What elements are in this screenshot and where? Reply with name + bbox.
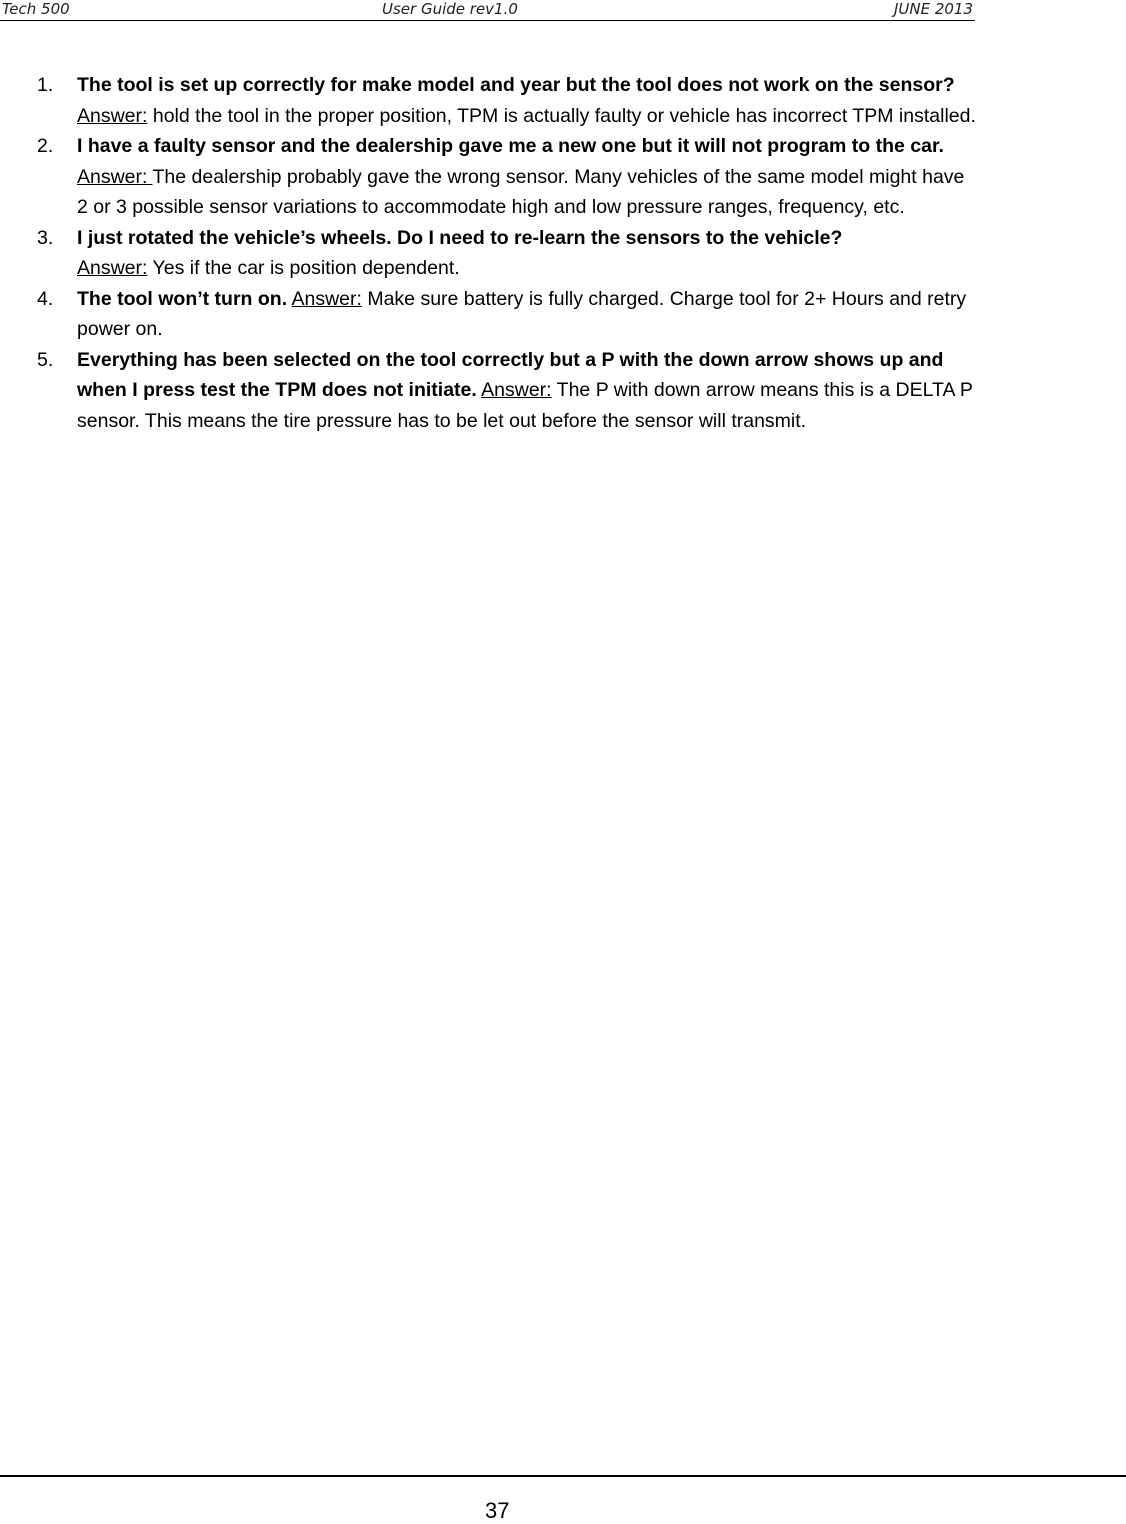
faq-answer: Yes if the car is position dependent.: [147, 257, 460, 279]
faq-item-text: [77, 70, 977, 131]
faq-item-number: 3.: [37, 226, 54, 249]
faq-item-text: [77, 345, 977, 437]
faq-item: [0, 70, 1000, 131]
answer-label: Answer:: [77, 104, 148, 127]
page-number: 37: [485, 1498, 510, 1523]
faq-question: The tool won’t turn on.: [77, 287, 288, 310]
faq-answer: hold the tool in the proper position, TPM is actually faulty or vehicle has incorrect TPM installed.: [147, 104, 976, 127]
faq-item: [0, 131, 1000, 223]
faq-item-number: 1.: [37, 74, 54, 96]
faq-item: [0, 345, 1000, 437]
faq-question: I just rotated the vehicle’s wheels. Do I need to re-learn the sensors to the vehicle?: [77, 226, 843, 249]
faq-item-number: 2.: [37, 135, 54, 157]
faq-list: [0, 70, 1000, 436]
faq-item: [0, 223, 1000, 284]
answer-label: Answer:: [77, 257, 148, 279]
faq-question: I have a faulty sensor and the dealership gave me a new one but it will not program to the car.: [77, 135, 944, 157]
faq-answer: The dealership probably gave the wrong sensor. Many vehicles of the same model might have 2 or 3 possible sensor variations to accommodate high and low pressure ranges, frequency, etc.: [77, 165, 965, 218]
faq-question: Everything has been selected on the tool correctly but a P with the down arrow shows up and when I press test the TPM does not initiate.: [77, 348, 944, 401]
page-header: [0, 0, 975, 21]
faq-answer: Make sure battery is fully charged. Charge tool for 2+ Hours and retry power on.: [77, 287, 967, 340]
faq-item-text: [77, 284, 977, 345]
footer-divider: [0, 1475, 1126, 1477]
header-product-name: Tech 500: [2, 0, 70, 18]
faq-item-number: 5.: [37, 348, 54, 371]
faq-item-number: 4.: [37, 287, 54, 310]
answer-label: Answer:: [291, 287, 362, 310]
faq-answer: The P with down arrow means this is a DELTA P sensor. This means the tire pressure has to be let out before the sensor will transmit.: [77, 379, 973, 432]
header-document-title: User Guide rev1.0: [382, 0, 518, 18]
answer-label: Answer:: [77, 165, 153, 188]
faq-item-text: [77, 223, 977, 284]
faq-item: [0, 284, 1000, 345]
answer-label: Answer:: [481, 379, 552, 401]
faq-item-text: [77, 131, 977, 223]
header-date: JUNE 2013: [893, 0, 973, 18]
faq-question: The tool is set up correctly for make model and year but the tool does not work on the sensor?: [77, 74, 955, 96]
